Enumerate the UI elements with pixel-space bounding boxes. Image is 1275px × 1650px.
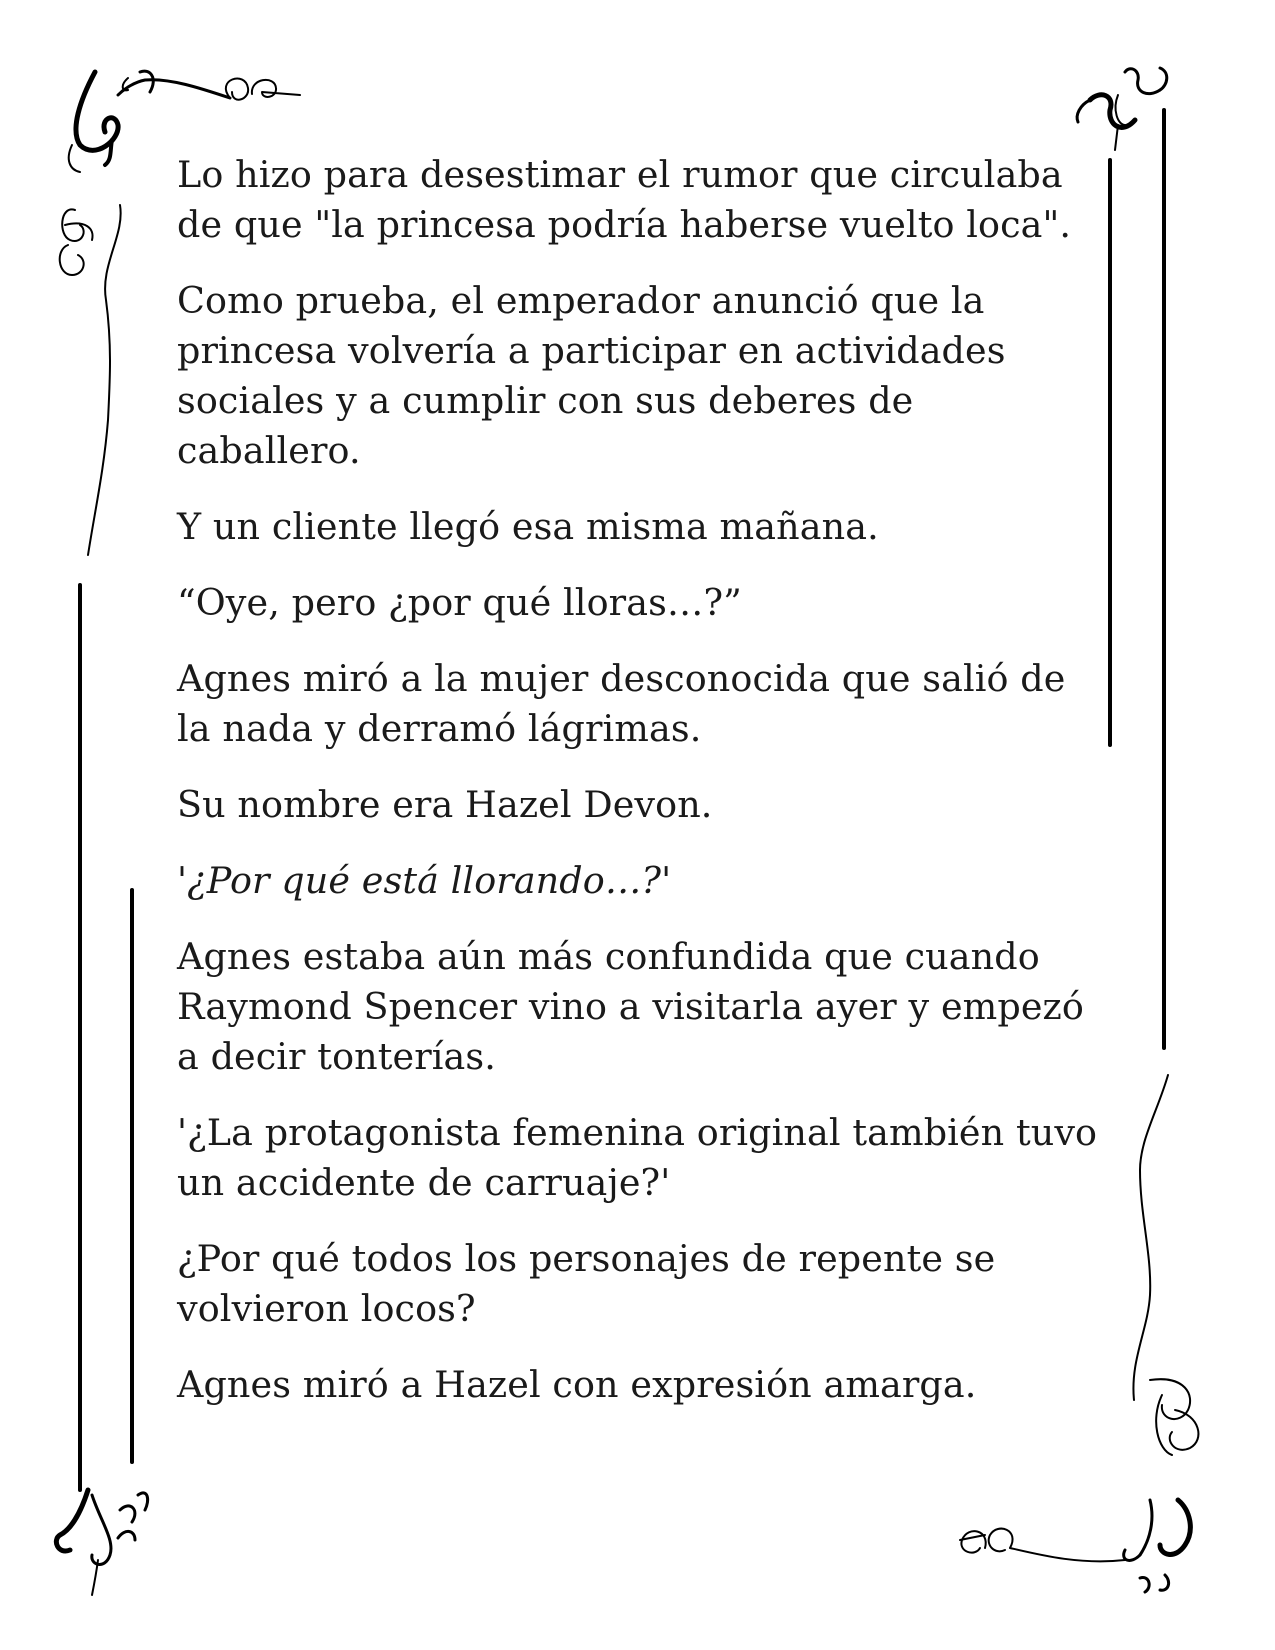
paragraph-3: Y un cliente llegó esa misma mañana. — [177, 505, 879, 548]
paragraph-4: “Oye, pero ¿por qué lloras…?” — [177, 581, 742, 624]
paragraph-7-thought: '¿Por qué está llorando…?' — [177, 859, 672, 902]
paragraph-6: Su nombre era Hazel Devon. — [177, 783, 713, 826]
paragraph-8: Agnes estaba aún más confundida que cuando Raymond Spencer vino a visitarla ayer y empezó a decir tonterías. — [177, 935, 1084, 1078]
paragraph-5: Agnes miró a la mujer desconocida que salió de la nada y derramó lágrimas. — [177, 657, 1066, 750]
paragraph-1: Lo hizo para desestimar el rumor que circulaba de que "la princesa podría haberse vuelto loca". — [177, 153, 1072, 246]
story-text — [177, 150, 1102, 1436]
paragraph-10: ¿Por qué todos los personajes de repente se volvieron locos? — [177, 1237, 996, 1330]
left-border-lines — [80, 585, 132, 1490]
paragraph-11: Agnes miró a Hazel con expresión amarga. — [177, 1363, 977, 1406]
paragraph-9: '¿La protagonista femenina original también tuvo un accidente de carruaje?' — [177, 1111, 1098, 1204]
flourish-bottom-left-icon — [56, 1490, 147, 1595]
paragraph-2: Como prueba, el emperador anunció que la princesa volvería a participar en actividades sociales y a cumplir con sus deberes de caballero. — [177, 279, 1006, 472]
